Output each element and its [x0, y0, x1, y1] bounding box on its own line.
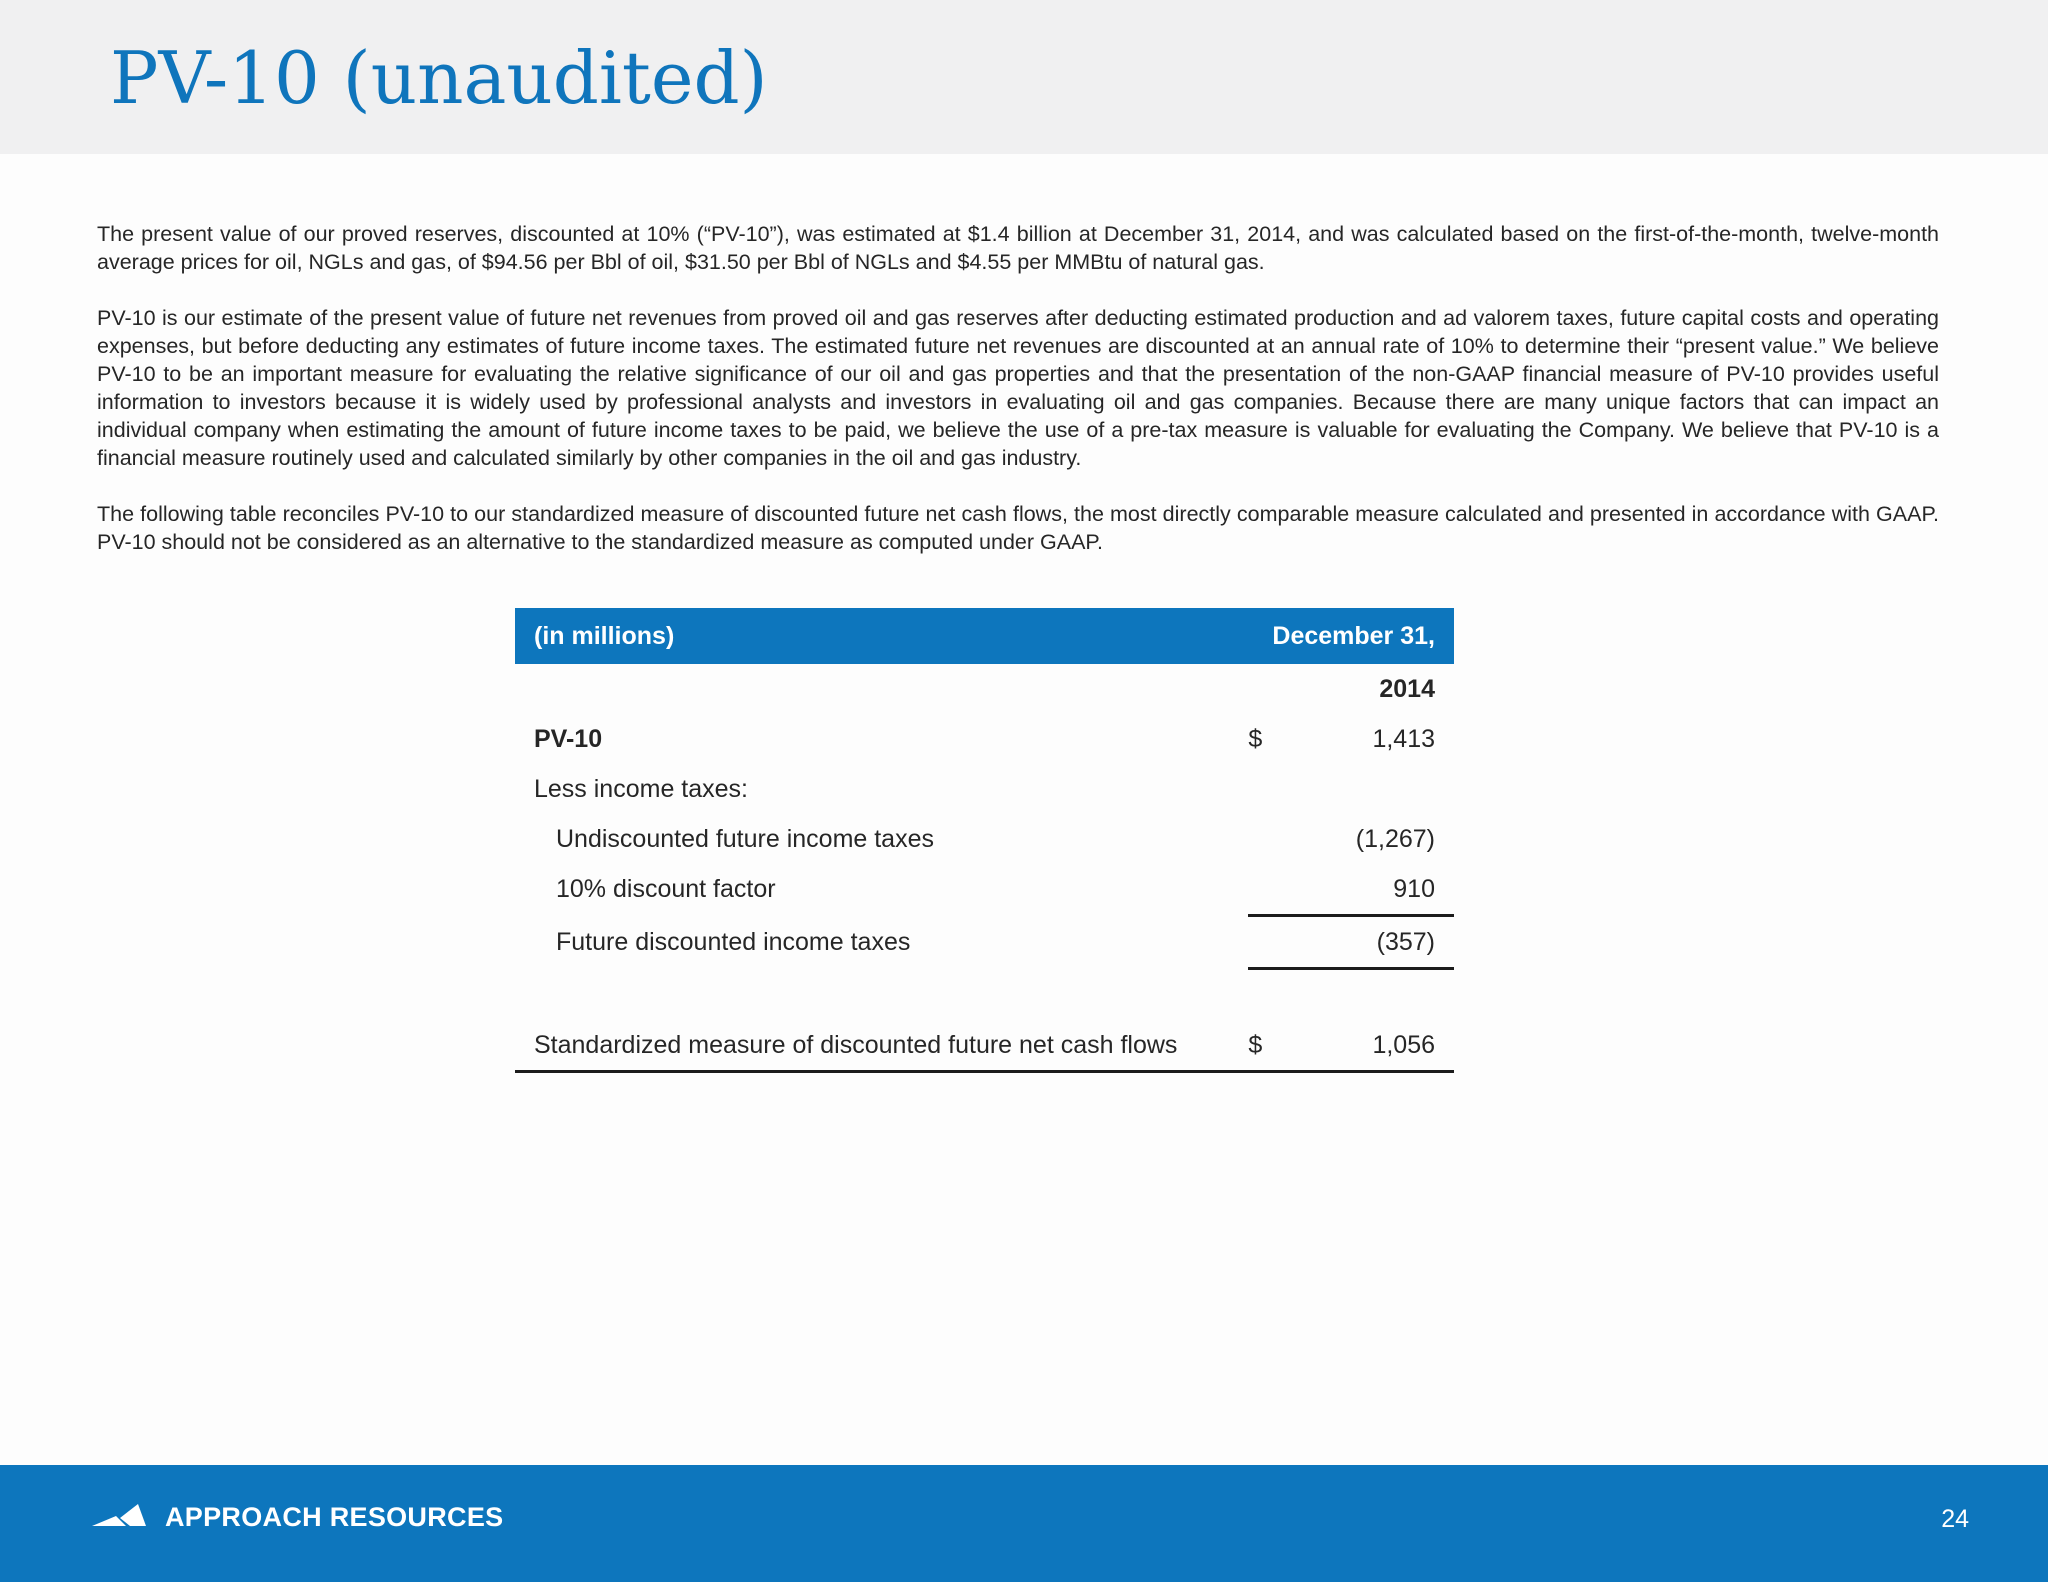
body-text [97, 220, 1939, 584]
page-title: PV-10 (unaudited) [110, 36, 768, 120]
approach-resources-logo-icon [92, 1504, 146, 1526]
row-currency [1248, 864, 1272, 916]
paragraph-pv10-estimate: The present value of our proved reserves, discounted at 10% (“PV-10”), was estimated at $1.4 billion at December 31, 2014, and was calculated based on the first-of-the-month, twelve-month average prices for oil, NGLs and gas, of $94.56 per Bbl of oil, $31.50 per Bbl of NGLs and $4.55 per MMBtu of natural gas. [97, 222, 1939, 274]
spacer-row [515, 969, 1454, 1021]
row-value: 910 [1272, 864, 1454, 916]
header-units-label: (in millions) [515, 608, 1248, 664]
paragraph-pv10-definition: PV-10 is our estimate of the present value of future net revenues from proved oil and gas reserves after deducting estimated production and ad valorem taxes, future capital costs and operating expenses, but before deducting any estimates of future income taxes. The estimated future net revenues are discounted at an annual rate of 10% to determine their “present value.” We believe PV-10 to be an important measure for evaluating the relative significance of our oil and gas properties and that the presentation of the non-GAAP financial measure of PV-10 provides useful information to investors because it is widely used by professional analysts and investors in evaluating oil and gas companies. Because there are many unique factors that can impact an individual company when estimating the amount of future income taxes to be paid, we believe the use of a pre-tax measure is valuable for evaluating the Company. We believe that PV-10 is a financial measure routinely used and calculated similarly by other companies in the oil and gas industry. [97, 306, 1939, 470]
row-label: 10% discount factor [556, 875, 776, 904]
table-row-total [515, 1020, 1454, 1072]
row-label: Future discounted income taxes [556, 927, 911, 956]
table-row [515, 764, 1454, 814]
row-value: (1,267) [1355, 824, 1435, 853]
paragraph-reconciliation-note: The following table reconciles PV-10 to our standardized measure of discounted future net cash flows, the most directly comparable measure calculated and presented in accordance with GAAP. PV-10 should not be considered as an alternative to the standardized measure as computed under GAAP. [97, 502, 1939, 554]
row-currency: $ [1248, 1020, 1272, 1072]
reconciliation-table [515, 608, 1454, 1073]
brand-name: APPROACH RESOURCES [165, 1502, 504, 1532]
row-label: PV-10 [534, 724, 603, 753]
row-value: 1,413 [1372, 724, 1435, 753]
row-currency [1248, 764, 1272, 814]
year-label: 2014 [1379, 674, 1435, 703]
table-row [515, 814, 1454, 864]
row-label: Less income taxes: [534, 774, 748, 803]
row-value [1272, 764, 1454, 814]
row-currency [1248, 916, 1272, 969]
table-row [515, 916, 1454, 969]
title-band [0, 0, 2048, 154]
page-number: 24 [1941, 1505, 1969, 1533]
row-value: (357) [1272, 916, 1454, 969]
row-label: Standardized measure of discounted future net cash flows [515, 1020, 1248, 1072]
header-period-label: December 31, [1272, 608, 1454, 664]
row-currency: $ [1248, 724, 1263, 753]
table-header-row [515, 608, 1454, 664]
row-currency [1248, 814, 1272, 864]
year-row [515, 664, 1454, 714]
row-value: 1,056 [1272, 1020, 1454, 1072]
table-row [515, 864, 1454, 916]
row-label: Undiscounted future income taxes [556, 824, 934, 853]
table-row [515, 714, 1454, 764]
